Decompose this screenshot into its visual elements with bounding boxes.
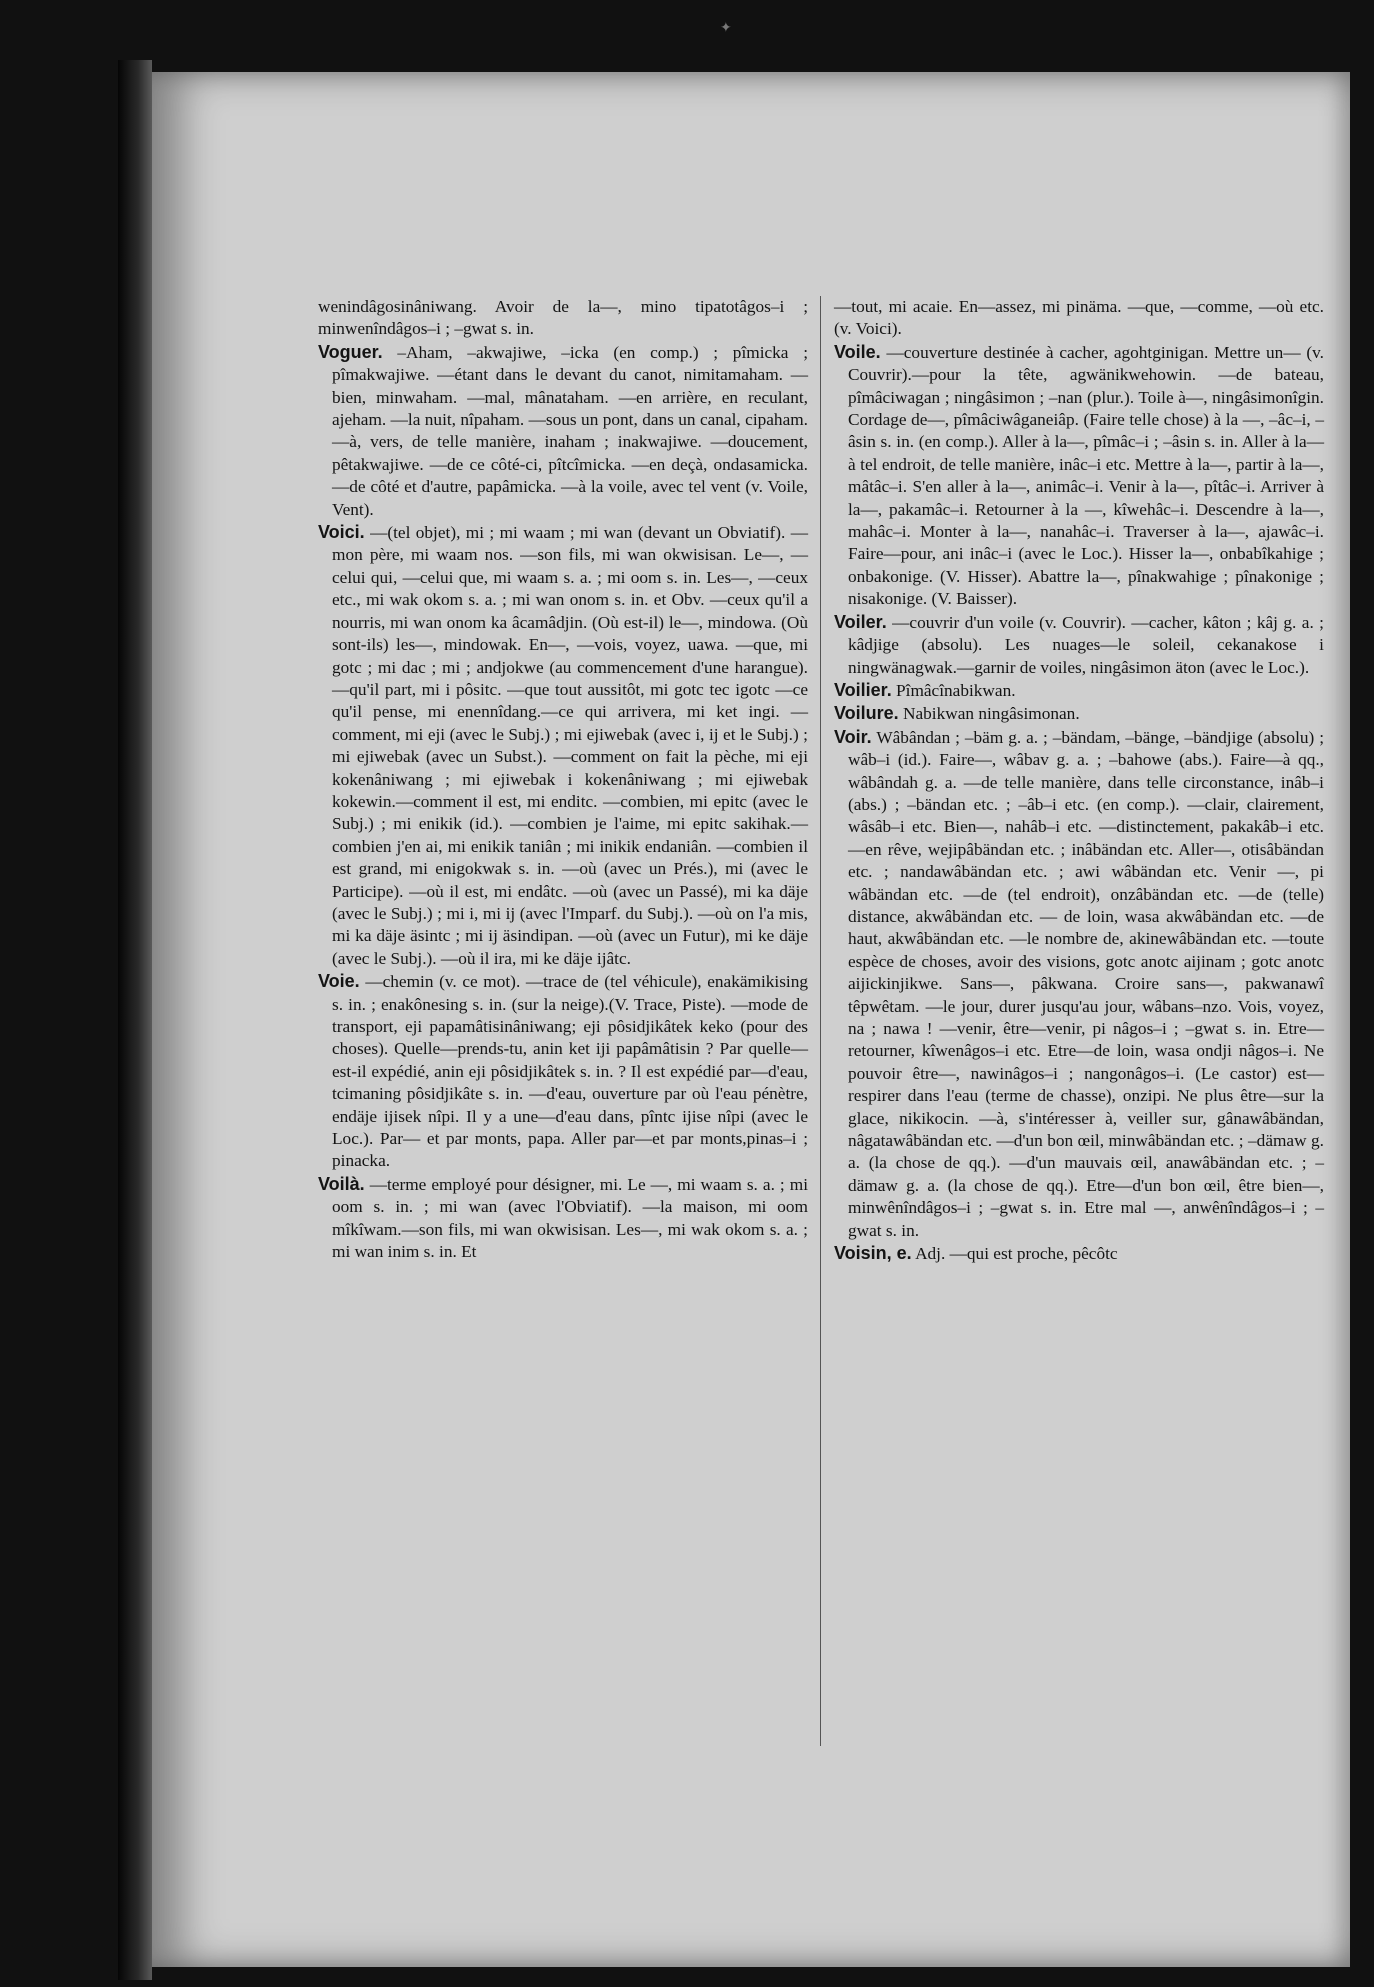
dictionary-entry bbox=[834, 1242, 1324, 1265]
right-column bbox=[834, 296, 1324, 1265]
dictionary-entry bbox=[834, 679, 1324, 702]
entry-text: Pîmâcînabikwan. bbox=[896, 680, 1016, 700]
dictionary-entry bbox=[834, 702, 1324, 725]
entry-text: –Aham, –akwajiwe, –icka (en comp.) ; pîmicka ; pîmakwajiwe. —étant dans le devant du canot, nimitamaham. —bien, minwaham. —mal, mânataham. —en arrière, en reculant, ajeham. —la nuit, nîpaham. —sous un pont, dans un canal, cipaham. —à, vers, de telle manière, inaham ; inakwajiwe. —doucement, pêtakwajiwe. —de ce côté-ci, pîtcîmicka. —en deçà, ondasamicka. —de côté et d'autre, papâmicka. —à la voile, avec tel vent (v. Voile, Vent). bbox=[332, 342, 808, 519]
entry-text: —couverture destinée à cacher, agohtginigan. Mettre un— (v. Couvrir).—pour la tête, agwänikwehowin. —de bateau, pîmâciwagan ; ningâsimon ; –nan (plur.). Toile à—, ningâsimonîgin. Cordage de—, pîmâciwâganeiâp. (Faire telle chose) à la —, –âc–i, –âsin s. in. (en comp.). Aller à la—, pîmâc–i ; –âsin s. in. Aller à la—à tel endroit, de telle manière, inâc–i etc. Mettre à la—, partir à la—, mâtâc–i. S'en aller à la—, animâc–i. Venir à la—, pîtâc–i. Arriver à la—, pakamâc–i. Retourner à la —, kîwehâc–i. Descendre à la—, mahâc–i. Monter à la—, nanahâc–i. Traverser à la—, ajawâc–i. Faire—pour, ani inâc–i (avec le Loc.). Hisser la—, onbabîkahige ; onbakonige. (V. Hisser). Abattre la—, pînakwahige ; pînakonige ; nisakonige. (V. Baisser). bbox=[848, 342, 1324, 609]
dictionary-entry bbox=[318, 341, 808, 521]
headword: Voile. bbox=[834, 341, 881, 362]
entry-text: —terme employé pour désigner, mi. Le —, mi waam s. a. ; mi oom s. in. ; mi wan (avec l'Obviatif). —la maison, mi oom mîkîwam.—son fils, mi wan okwisisan. Les—, mi wak okom s. a. ; mi wan inim s. in. Et bbox=[332, 1174, 808, 1262]
entry-text: Wâbândan ; –bäm g. a. ; –bändam, –bänge, –bändjige (absolu) ; wâb–i (id.). Faire—, wâbav g. a. ; –bahowe (abs.). Faire—à qq., wâbândah g. a. —de telle manière, dans telle circonstance, inâb–i (abs.) ; –bändan etc. ; –âb–i etc. (en comp.). —clair, clairement, wâsâb–i etc. Bien—, nahâb–i etc. —distinctement, pakakâb–i etc. —en rêve, wejipâbändan etc. ; inâbändan etc. Aller—, otisâbändan etc. ; nandawâbändan etc. ; awi wâbändan etc. Venir —, pi wâbändan etc. —de (tel endroit), onzâbändan etc. —de (telle) distance, akwâbändan etc. — de loin, wasa akwâbändan etc. —de haut, akwâbändan etc. —le nombre de, akinewâbändan etc. —toute espèce de choses, avoir des visions, gotc anotc aijinam ; gotc anotc aijickinjikwe. Sans—, pâkwana. Croire sans—, pakwanawî têpwêtam. —le jour, durer jusqu'au jour, wâbans–nzo. Vois, voyez, na ; nawa ! —venir, être—venir, pi nâgos–i ; –gwat s. in. Etre—retourner, kîwenâgos–i etc. Etre—de loin, wasa ondji nâgos–i. Ne pouvoir être—, nawinâgos–i ; nangonâgos–i. (Le castor) est—respirer dans l'eau (terme de chasse), onzipi. Ne plus être—sur la glace, nikikocin. —à, s'intéresser à, veiller sur, gânawâbändan, nâgatawâbändan etc. —d'un bon œil, minwâbändan etc. ; –dämaw g. a. (la chose de qq.). —d'un mauvais œil, anawâbändan etc. ; –dämaw g. a. (la chose de qq.). Etre—d'un bon œil, être bien—, minwênîndâgos–i ; –gwat s. in. Etre mal —, anwênîndâgos–i ; –gwat s. in. bbox=[848, 727, 1325, 1240]
entry-continuation: —tout, mi acaie. En—assez, mi pinäma. —que, —comme, —où etc. (v. Voici). bbox=[834, 297, 1324, 339]
scan-mark: ✦ bbox=[720, 21, 732, 36]
headword: Voilure. bbox=[834, 703, 899, 724]
entry-text: —chemin (v. ce mot). —trace de (tel véhicule), enakämikising s. in. ; enakônesing s. in. (sur la neige).(V. Trace, Piste). —mode de transport, eji papamâtisinâniwang; eji pôsidjikâtek keko (pour des choses). Quelle—prends-tu, anin ket iji papâmâtisin ? Par quelle—est-il expédié, anin eji pôsidjikâtek s. in. ? Il est expédié par—d'eau, tcimaning pôsidjikâte s. in. —d'eau, ouverture par où l'eau pénètre, endäje ijisek nîpi. Il y a une—d'eau dans, pîntc ijise nîpi (avec le Loc.). Par— et par monts, papa. Aller par—et par monts,pinas–i ; pinacka. bbox=[332, 972, 808, 1171]
entry-text: —(tel objet), mi ; mi waam ; mi wan (devant un Obviatif). —mon père, mi waam nos. —son fils, mi wan okwisisan. Le—, —celui qui, —celui que, mi waam s. a. ; mi oom s. in. Les—, —ceux etc., mi wak okom s. a. ; mi wan onom s. in. et Obv. —ceux qu'il a nourris, mi wan onom ka âcamâdjin. (Où est-il) le—, mindowa. (Où sont-ils) les—, mindowak. En—, —vois, voyez, uawa. —que, mi gotc ; mi dac ; mi ; andjokwe (au commencement d'une harangue).—qu'il part, mi i pôsitc. —que tout aussitôt, mi gotc tec igotc —ce qu'il pense, mi enennîdang.—ce qui arrivera, mi ket ingi. —comment, mi eji (avec le Subj.) ; mi ejiwebak (avec i, ij et le Subj.) ; mi ejiwebak (avec un Subst.). —comment on fait la pèche, mi eji kokenâniwang ; mi ejiwebak i kokenâniwang ; mi ejiwebak kokewin.—comment il est, mi enditc. —combien, mi epitc (avec le Subj.) ; mi enikik (id.). —combien je l'aime, mi epitc sakihak.—combien j'en ai, mi enikik taniân ; mi inikik endaniân. —combien il est grand, mi enigokwak s. in. —où (avec un Prés.), mi (avec le Participe). —où il est, mi endâtc. —où (avec un Passé), mi ka däje (avec le Subj.) ; mi i, mi ij (avec l'Imparf. du Subj.). —où on l'a mis, mi ka däje äsintc ; mi ij äsindipan. —où (avec un Futur), mi ke däje (avec le Subj.). —où il ira, mi ke däje ijâtc. bbox=[332, 523, 808, 968]
dictionary-entry bbox=[318, 521, 808, 970]
dictionary-entry bbox=[834, 726, 1324, 1242]
dictionary-entry bbox=[318, 970, 808, 1173]
entry-text: —couvrir d'un voile (v. Couvrir). —cacher, kâton ; kâj g. a. ; kâdjige (absolu). Les nuages—le soleil, cekanakose i ningwänagwak.—garnir de voiles, ningâsimon äton (avec le Loc.). bbox=[848, 612, 1324, 677]
dictionary-entry bbox=[834, 341, 1324, 611]
entry-continuation: wenindâgosinâniwang. Avoir de la—, mino tipatotâgos–i ; minwenîndâgos–i ; –gwat s. in. bbox=[318, 297, 808, 339]
headword: Voisin, e. bbox=[834, 1243, 912, 1264]
column-divider bbox=[820, 296, 821, 1746]
headword: Voguer. bbox=[318, 341, 383, 362]
headword: Voiler. bbox=[834, 611, 887, 632]
headword: Voilà. bbox=[318, 1173, 365, 1194]
headword: Voilier. bbox=[834, 679, 892, 700]
dictionary-columns bbox=[318, 296, 1325, 1756]
dictionary-entry bbox=[318, 1173, 808, 1264]
entry-text: Adj. —qui est proche, pêcôtc bbox=[915, 1244, 1118, 1264]
book-binding bbox=[118, 60, 152, 1980]
headword: Voie. bbox=[318, 971, 360, 992]
dictionary-entry bbox=[834, 611, 1324, 679]
entry-text: Nabikwan ningâsimonan. bbox=[903, 704, 1080, 724]
headword: Voici. bbox=[318, 522, 365, 543]
headword: Voir. bbox=[834, 726, 872, 747]
left-column bbox=[318, 296, 808, 1263]
